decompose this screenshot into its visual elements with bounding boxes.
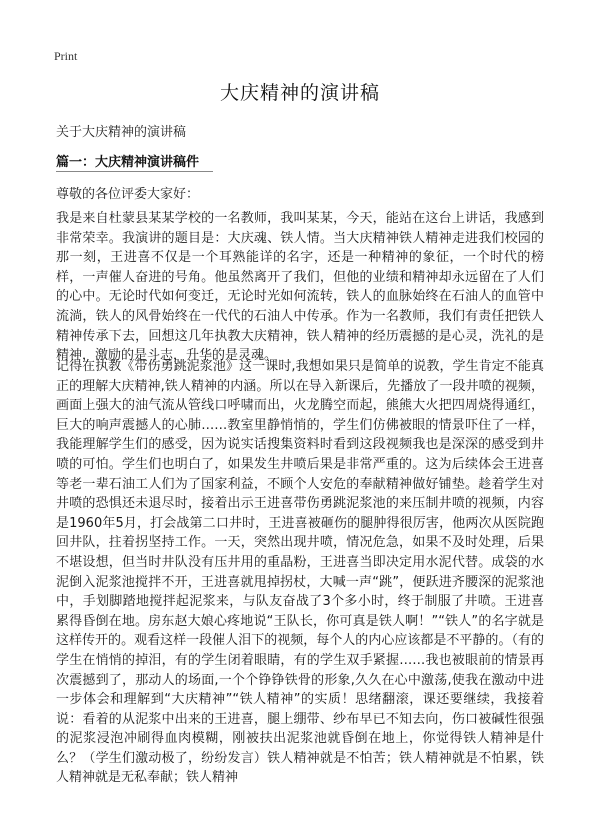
section-heading: [56, 151, 199, 170]
heading-underline: [56, 171, 213, 172]
paragraph-1: 我是来自杜蒙县某某学校的一名教师，我叫某某，今天，能站在这台上讲话，我感到非常荣幸。我演讲的题目是：大庆魂、铁人情。当大庆精神铁人精神走进我们校园的那一刻，王进喜不仅是一个耳熟能详的名字，还是一种精神的象征，一个时代的榜样，一声催人奋进的号角。他虽然离开了我们，但他的业绩和精神却永远留在了人们的心中。无论时代如何变迁，无论时光如何流转，铁人的血脉始终在石油人的血管中流淌，铁人的风骨始终在一代代的石油人中传承。作为一名教师，我们有责任把铁人精神传承下去，回想这几年执教大庆精神，铁人精神的经历震撼的是心灵，洗礼的是精神，激励的是斗志，升华的是灵魂。: [56, 211, 544, 364]
document-subtitle: 关于大庆精神的演讲稿: [56, 125, 187, 140]
page-title: 大庆精神的演讲稿: [219, 82, 380, 104]
salutation: 尊敬的各位评委大家好：: [56, 187, 200, 202]
paragraph-2: 记得在执教《带伤勇跳泥浆池》这一课时,我想如果只是简单的说教，学生肯定不能真正的理解大庆精神,铁人精神的内涵。所以在导入新课后，先播放了一段井喷的视频，画面上强大的油气流从管线口呼啸而出，火龙腾空而起，熊熊大火把四周烧得通红，巨大的响声震撼人的心肺……教室里静悄悄的，学生们仿佛被眼的情景吓住了一样，我能理解学生们的感受，因为说实话搜集资料时看到这段视频我也是深深的感受到井喷的可怕。学生们也明白了，如果发生井喷后果是非常严重的。这为后续体会王进喜等老一辈石油工人们为了国家利益，不顾个人安危的奉献精神做好铺垫。趁着学生对井喷的恐惧还未退尽时，接着出示王进喜带伤勇跳泥浆池的来压制井喷的视频，内容是1960年5月，打会战第二口井时，王进喜被砸伤的腿肿得很厉害，他两次从医院跑回井队，拄着拐坚持工作。一天，突然出现井喷，情况危急，如果不及时处理，后果不堪设想，但当时井队没有压井用的重晶粉，王进喜当即决定用水泥代替。成袋的水泥倒入泥浆池搅拌不开，王进喜就甩掉拐杖，大喊一声“跳”，便跃进齐腰深的泥浆池中，手划脚踏地搅拌起泥浆来，与队友奋战了3个多小时，终于制服了井喷。王进喜累得昏倒在地。房东赵大娘心疼地说“王队长，你可真是铁人啊！”“铁人”的名字就是这样传开的。观看这样一段催人泪下的视频，每个人的内心应该都是不平静的。（有的学生在悄悄的掉泪，有的学生闭着眼睛，有的学生双手紧握……我也被眼前的情景再次震撼到了，那动人的场面,一个个铮铮铁骨的形象,久久在心中激荡,使我在激动中进一步体会和理解到“大庆精神”“铁人精神”的实质！思绪翻滚，课还要继续，我接着说：看着的从泥浆中出来的王进喜，腿上绷带、纱布早已不知去向，伤口被碱性很强的泥浆浸泡冲刷得血肉模糊，刚被扶出泥浆池就昏倒在地上，你觉得铁人精神是什么？（学生们激动极了，纷纷发言）铁人精神就是不怕苦；铁人精神就是不怕累，铁人精神就是无私奉献；铁人精神: [56, 359, 544, 786]
section-heading-text: 篇一：大庆精神演讲稿件: [56, 155, 200, 170]
print-label[interactable]: Print: [54, 49, 78, 63]
